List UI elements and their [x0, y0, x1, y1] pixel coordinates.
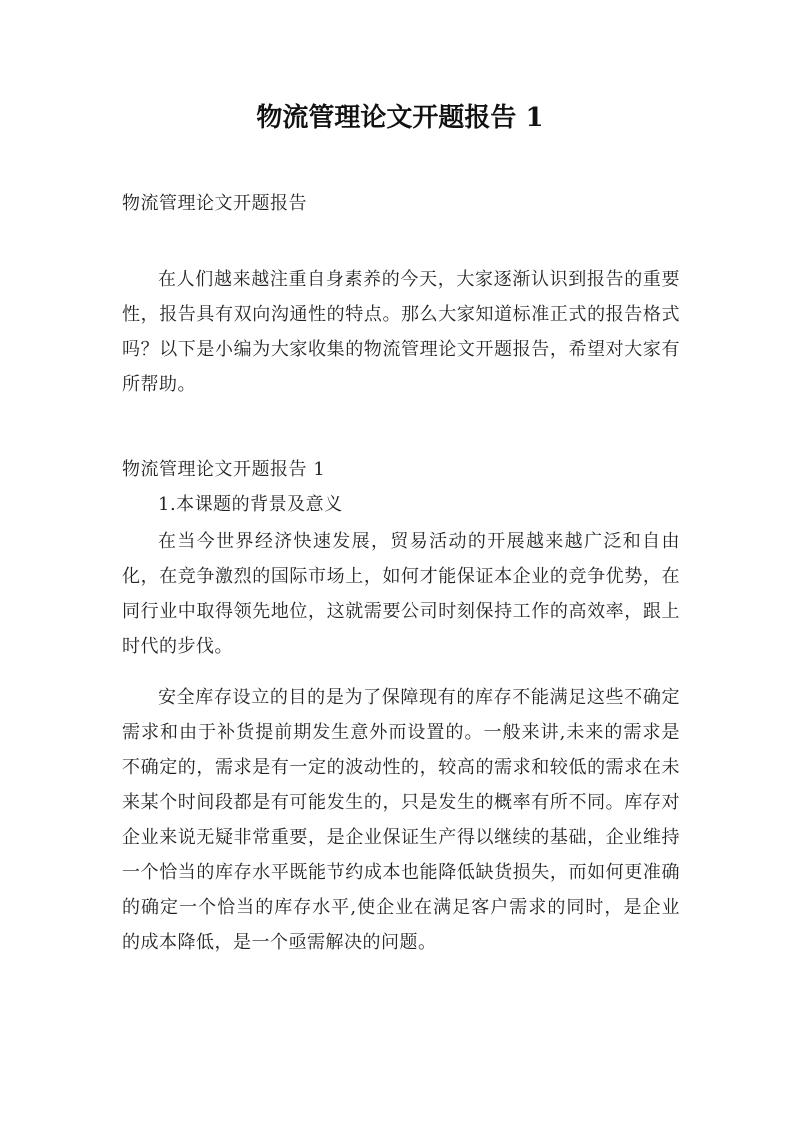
document-title: 物流管理论文开题报告 1 — [256, 103, 544, 133]
body-paragraph-2: 安全库存设立的目的是为了保障现有的库存不能满足这些不确定需求和由于补货提前期发生意外而设置的。一般来讲,未来的需求是不确定的，需求是有一定的波动性的，较高的需求和较低的需求在未来某个时间段都是有可能发生的，只是发生的概率有所不同。库存对企业来说无疑非常重要，是企业保证生产得以继续的基础，企业维持一个恰当的库存水平既能节约成本也能降低缺货损失，而如何更准确的确定一个恰当的库存水平,使企业在满足客户需求的同时，是企业的成本降低，是一个亟需解决的问题。 — [122, 687, 680, 953]
intro-paragraph: 在人们越来越注重自身素养的今天，大家逐渐认识到报告的重要性，报告具有双向沟通性的特点。那么大家知道标准正式的报告格式吗？以下是小编为大家收集的物流管理论文开题报告，希望对大家有所帮助。 — [122, 269, 680, 395]
document-subtitle: 物流管理论文开题报告 — [122, 193, 307, 214]
section-heading: 1.本课题的背景及意义 — [158, 494, 343, 515]
body-paragraph-1: 在当今世界经济快速发展，贸易活动的开展越来越广泛和自由化，在竞争激烈的国际市场上，如何才能保证本企业的竞争优势，在同行业中取得领先地位，这就需要公司时刻保持工作的高效率，跟上时代的步伐。 — [122, 531, 680, 657]
section-title: 物流管理论文开题报告 1 — [122, 459, 326, 480]
